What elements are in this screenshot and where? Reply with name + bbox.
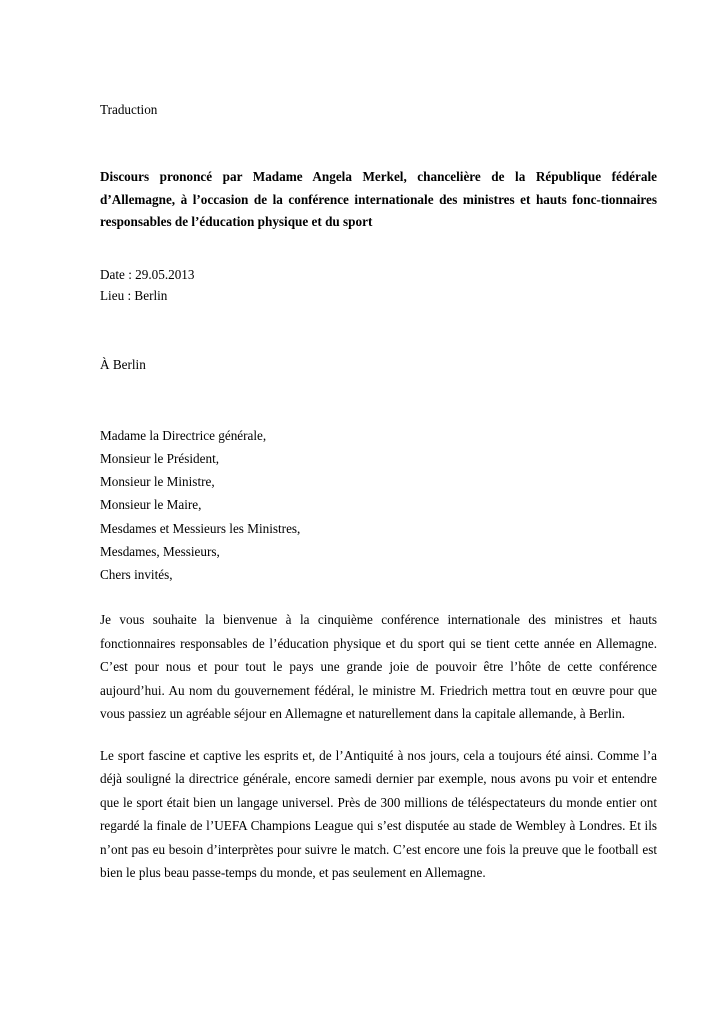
salutation-block bbox=[100, 424, 657, 587]
body-paragraph: Le sport fascine et captive les esprits et, de l’Antiquité à nos jours, cela a toujours été ainsi. Comme l’a déjà souligné la directrice générale, encore samedi dernier par exemple, nous avons pu voir et entendre que le sport était bien un langage universel. Près de 300 millions de téléspectateurs du monde entier ont regardé la finale de l’UEFA Champions League qui s’est disputée au stade de Wembley à Londres. Et ils n’ont pas eu besoin d’interprètes pour suivre le match. C’est encore une fois la preuve que le football est bien le plus beau passe-temps du monde, et pas seulement en Allemagne. bbox=[100, 747, 657, 881]
salutation-line: Monsieur le Président, bbox=[100, 451, 220, 467]
document-meta bbox=[100, 264, 657, 307]
document-type-label: Traduction bbox=[100, 102, 158, 117]
salutation-line: Monsieur le Ministre, bbox=[100, 474, 215, 490]
salutation-line: Mesdames, Messieurs, bbox=[100, 543, 220, 559]
body-paragraph: Je vous souhaite la bienvenue à la cinquième conférence internationale des ministres et hauts fonctionnaires responsables de l’éducation physique et du sport qui se tient cette année en Allemagne. C’est pour nous et pour tout le pays une grande joie de pouvoir être l’hôte de cette conférence aujourd’hui. Au nom du gouvernement fédéral, le ministre M. Friedrich mettra tout en œuvre pour que vous passiez un agréable séjour en Allemagne et naturellement dans la capitale allemande, à Berlin. bbox=[100, 612, 657, 722]
date-line: Date : 29.05.2013 bbox=[100, 266, 195, 282]
place-line: Lieu : Berlin bbox=[100, 288, 168, 304]
salutation-line: Mesdames et Messieurs les Ministres, bbox=[100, 520, 301, 536]
salutation-line: Chers invités, bbox=[100, 567, 173, 583]
salutation-line: Madame la Directrice générale, bbox=[100, 427, 267, 443]
dateline-place: À Berlin bbox=[100, 356, 146, 372]
document-title: Discours prononcé par Madame Angela Merkel, chancelière de la République fédérale d’Allemagne, à l’occasion de la conférence internationale des ministres et hauts fonc-tionnaires responsables de l’éducation physique et du sport bbox=[100, 168, 657, 230]
salutation-line: Monsieur le Maire, bbox=[100, 497, 202, 513]
